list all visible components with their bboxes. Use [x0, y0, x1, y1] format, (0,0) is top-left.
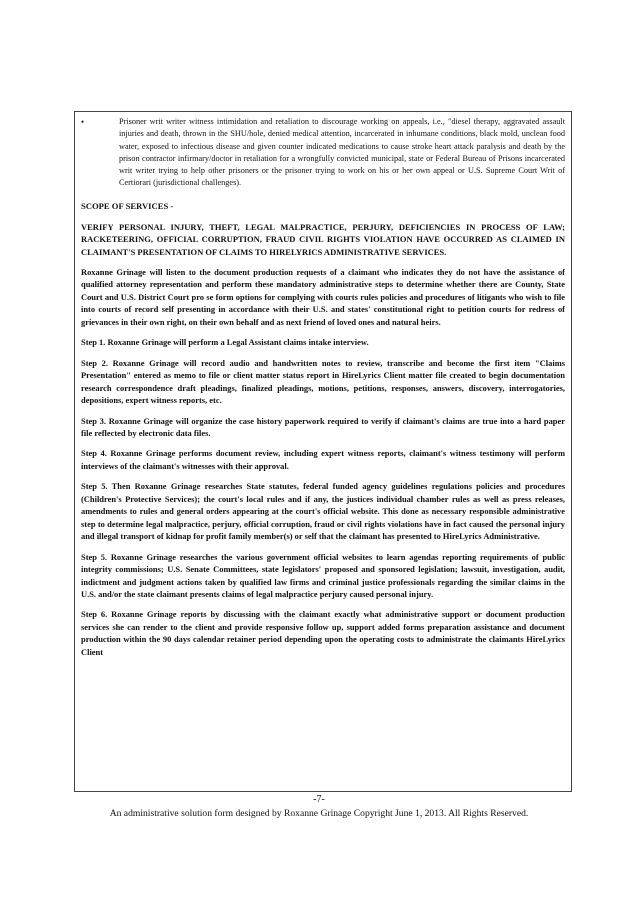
step-5-websites: Step 5. Roxanne Grinage researches the various government official websites to learn agendas reporting requirements of public integrity commissions; U.S. Senate Committees, state legislators' proposed and sponsored legislation; lawsuit, investigation, audit, indictment and judgment actions taken by qualified law firms and criminal justice professionals regarding the similar claims in the U.S. and/or the state claimant presents claims of legal malpractice perjury caused personal injury.: [81, 551, 565, 599]
step-4: Step 4. Roxanne Grinage performs document review, including expert witness reports, claimant's witness testimony will perform interviews of the claimant's witnesses with their approval.: [81, 448, 565, 471]
verify-heading: VERIFY PERSONAL INJURY, THEFT, LEGAL MALPRACTICE, PERJURY, DEFICIENCIES IN PROCESS OF LAW; RACKETEERING, OFFICIAL CORRUPTION, FRAUD CIVIL RIGHTS VIOLATION HAVE OCCURRED AS CLAIMED IN CLAIMANT'S PRESENTATION OF CLAIMS TO HIRELYRICS ADMINISTRATIVE SERVICES.: [81, 221, 565, 257]
step-5-statutes: Step 5. Then Roxanne Grinage researches State statutes, federal funded agency guidelines regulations policies and procedures (Children's Protective Services); the court's local rules and if any, the justices individual chamber rules as well as press releases, amendments to rules and general orders appearing at the court's official website. This done as necessary responsible administrative step to determine legal malpractice, perjury, official corruption, fraud or civil rights violations have in fact caused the personal injury and illegal transport of kidnap for profit family member(s) or self that the claimant has presented to HireLyrics Administrative.: [81, 481, 565, 542]
step-1: Step 1. Roxanne Grinage will perform a Legal Assistant claims intake interview.: [81, 337, 369, 348]
step-3: Step 3. Roxanne Grinage will organize the case history paperwork required to verify if claimant's claims are true into a hard paper file reflected by electronic data files.: [81, 415, 565, 438]
scope-title: SCOPE OF SERVICES -: [81, 200, 174, 211]
document-frame: [74, 111, 572, 792]
footer-copyright: An administrative solution form designed by Roxanne Grinage Copyright June 1, 2013. All Rights Reserved.: [109, 808, 529, 819]
intro-paragraph: Roxanne Grinage will listen to the document production requests of a claimant who indicates they do not have the assistance of qualified attorney representation and perform these mandatory administrative steps to determine whether there are County, State Court and U.S. District Court pro se form options for complying with courts rules policies and procedures of litigants who wish to file into courts of record self presenting in accordance with their U.S. and states' constitutional right to petition courts for redress of grievances in their own right, on their own behalf and as next friend of loved ones and natural heirs.: [81, 267, 565, 327]
page-number: -7-: [313, 794, 325, 805]
bullet-icon: •: [81, 117, 85, 127]
step-6: Step 6. Roxanne Grinage reports by discussing with the claimant exactly what administrative support or document production services she can render to the client and provide responsive follow up, support added forms preparation assistance and document production within the 90 days calendar retainer period depending upon the operating costs to administrate the claimants HireLyrics Client: [81, 609, 565, 657]
step-2: Step 2. Roxanne Grinage will record audio and handwritten notes to review, transcribe and become the first item "Claims Presentation" entered as memo to file or client matter status report in HireLyrics Client matter file created to begin documentation research correspondence draft pleadings, finalized pleadings, motions, petitions, responses, answers, discovery, interrogatories, depositions, expert witness reports, etc.: [81, 357, 565, 406]
bullet-text: Prisoner writ writer witness intimidation and retaliation to discourage working on appeals, i.e., "diesel therapy, aggravated assault injuries and death, thrown in the SHU/hole, denied medical attention, incarcerated in inhumane conditions, black mold, unclean food water, exposed to infectious disease and given counter indicated medications to cause stroke heart attack paralysis and death by the prison contractor infirmary/doctor in retaliation for a wrongfully convicted municipal, state or Federal Bureau of Prisons incarcerated writ writer trying to help other prisoners or the prisoner trying to work on his or her own appeal or U.S. Supreme Court Writ of Certiorari (jurisdictional challenges).: [119, 117, 565, 188]
bullet-item: [81, 116, 565, 190]
